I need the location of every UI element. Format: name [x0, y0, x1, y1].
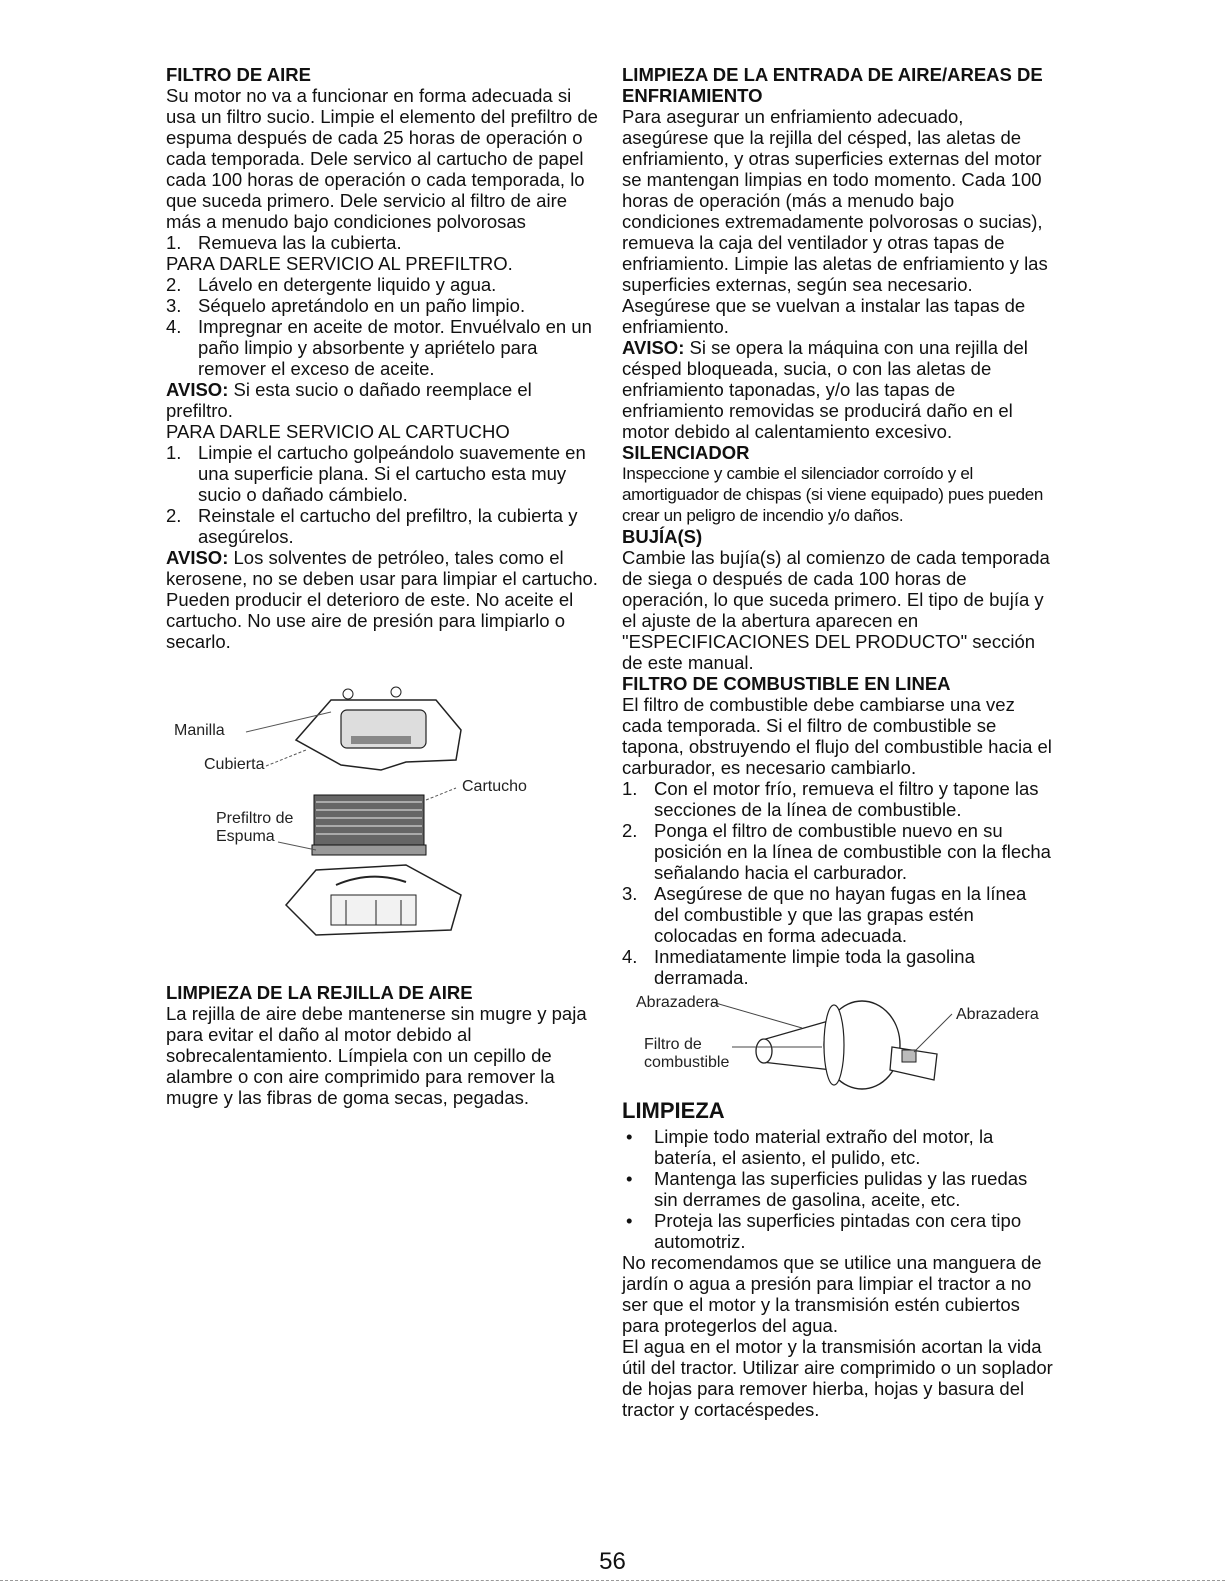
list-item: 3. Séquelo apretándolo en un paño limpio.: [166, 295, 526, 316]
page-bottom-rule: [0, 1580, 1225, 1581]
list-item: 4. Impregnar en aceite de motor. Envuélvalo en un paño limpio y absorbente y apriételo para remover el exceso de aceite.: [166, 316, 592, 379]
list-item: 1. Con el motor frío, remueva el filtro y tapone las secciones de la línea de combustible.: [622, 778, 1039, 820]
list-item: 2. Reinstale el cartucho del prefiltro, la cubierta y asegúrelos.: [166, 505, 578, 547]
limpieza-text-2: El agua en el motor y la transmisión acortan la vida útil del tractor. Utilizar aire comprimido o un soplador de hojas para remover hierba, hojas y basura del tractor y cortacéspedes.: [622, 1336, 1053, 1420]
right-column: [622, 64, 1054, 1420]
silenciador-title: SILENCIADOR: [622, 442, 750, 463]
fig-label-filtro: Filtro de: [644, 1036, 702, 1053]
rejilla-text: La rejilla de aire debe mantenerse sin mugre y paja para evitar el daño al motor debido al sobrecalentamiento. Límpiela con un cepillo de alambre o con aire comprimido para remover la mugre y las fibras de goma secas, pegadas.: [166, 1003, 587, 1108]
fig-label-prefiltro: Prefiltro de: [216, 810, 294, 827]
prefiltro-steps: [166, 274, 598, 379]
limpieza-bullets: [622, 1126, 1054, 1252]
step-list: [166, 232, 598, 253]
limpieza-text-1: No recomendamos que se utilice una manguera de jardín o agua a presión para limpiar el tractor a no ser que el motor y la transmisión estén cubiertos para protegerlos del agua.: [622, 1252, 1042, 1336]
cartucho-header: PARA DARLE SERVICIO AL CARTUCHO: [166, 421, 510, 442]
list-item: 1. Remueva las la cubierta.: [166, 232, 402, 253]
aviso-prefiltro: AVISO: Si esta sucio o dañado reemplace el prefiltro.: [166, 379, 532, 421]
bujia-title: BUJÍA(S): [622, 526, 703, 547]
fig-label-abrazadera-right: Abrazadera: [956, 1006, 1039, 1023]
fig-label-abrazadera-left: Abrazadera: [636, 994, 719, 1011]
fig-label-espuma: Espuma: [216, 828, 275, 845]
cartucho-steps: [166, 442, 598, 547]
fig-label-combustible: combustible: [644, 1054, 730, 1071]
list-item: • Limpie todo material extraño del motor, la batería, el asiento, el pulido, etc.: [626, 1126, 994, 1168]
list-item: 4. Inmediatamente limpie toda la gasolina derramada.: [622, 946, 975, 988]
list-item: 2. Lávelo en detergente liquido y agua.: [166, 274, 497, 295]
aviso-entrada: AVISO: Si se opera la máquina con una rejilla del césped bloqueada, sucia, o con las aletas de enfriamiento taponadas, y/o las tapas de enfriamiento removidas se producirá daño en el motor debido al calentamiento excesivo.: [622, 337, 1028, 442]
aviso-cartucho: AVISO: Los solventes de petróleo, tales como el kerosene, no se deben usar para limpiar el cartucho. Pueden producir el deterioro de este. No aceite el cartucho. No use aire de presión para limpiarlo o secarlo.: [166, 547, 598, 652]
fig-label-cartucho: Cartucho: [462, 778, 527, 795]
prefiltro-header: PARA DARLE SERVICIO AL PREFILTRO.: [166, 253, 513, 274]
combustible-title: FILTRO DE COMBUSTIBLE EN LINEA: [622, 673, 951, 694]
fuel-filter-figure: [622, 992, 1054, 1090]
combustible-steps: [622, 778, 1054, 988]
list-item: 2. Ponga el filtro de combustible nuevo en su posición en la línea de combustible con la flecha señalando hacia el carburador.: [622, 820, 1051, 883]
limpieza-title: LIMPIEZA: [622, 1098, 725, 1123]
list-item: 3. Asegúrese de que no hayan fugas en la línea del combustible y que las grapas estén colocadas en forma adecuada.: [622, 883, 1027, 946]
silenciador-text: Inspeccione y cambie el silenciador corroído y el amortiguador de chispas (si viene equipado) pues pueden crear un peligro de incendio y/o daños.: [622, 464, 1044, 525]
page-number: 56: [599, 1548, 626, 1575]
entrada-aire-text: Para asegurar un enfriamiento adecuado, asegúrese que la rejilla del césped, las aletas de enfriamiento, y otras superficies externas del motor se mantengan limpias en todo momento. Cada 100 horas de operación (más a menudo bajo condiciones extremadamente polvorosas o sucias), remueva la caja del ventilador y otras tapas de enfriamiento. Limpie las aletas de enfriamiento y las superficies externas, según sea necesario. Asegúrese que se vuelvan a instalar las tapas de enfriamiento.: [622, 106, 1048, 337]
combustible-text: El filtro de combustible debe cambiarse una vez cada temporada. Si el filtro de combustible se tapona, obstruyendo el flujo del combustible hacia el carburador, es necesario cambiarlo.: [622, 694, 1052, 778]
entrada-aire-title: LIMPIEZA DE LA ENTRADA DE AIRE/AREAS DE ENFRIAMIENTO: [622, 64, 1043, 106]
filtro-aire-intro: Su motor no va a funcionar en forma adecuada si usa un filtro sucio. Limpie el elemento del prefiltro de espuma después de cada 25 horas de operación o cada temporada. Dele servico al cartucho de papel cada 100 horas de operación o cada temporada, lo que suceda primero. Dele servicio al filtro de aire más a menudo bajo condiciones polvorosas: [166, 85, 598, 232]
fig-label-manilla: Manilla: [174, 722, 225, 739]
left-column: [166, 64, 598, 1108]
fig-label-cubierta: Cubierta: [204, 756, 265, 773]
list-item: • Mantenga las superficies pulidas y las ruedas sin derrames de gasolina, aceite, etc.: [626, 1168, 1028, 1210]
rejilla-title: LIMPIEZA DE LA REJILLA DE AIRE: [166, 982, 473, 1003]
list-item: • Proteja las superficies pintadas con cera tipo automotriz.: [626, 1210, 1022, 1252]
list-item: 1. Limpie el cartucho golpeándolo suavemente en una superficie plana. Si el cartucho esta muy sucio o dañado cámbielo.: [166, 442, 586, 505]
air-filter-figure: [166, 670, 598, 950]
filtro-aire-title: FILTRO DE AIRE: [166, 64, 311, 85]
bujia-text: Cambie las bujía(s) al comienzo de cada temporada de siega o después de cada 100 horas de operación, lo que suceda primero. El tipo de bujía y el ajuste de la abertura aparecen en "ESPECIFICACIONES DEL PRODUCTO" sección de este manual.: [622, 547, 1050, 673]
